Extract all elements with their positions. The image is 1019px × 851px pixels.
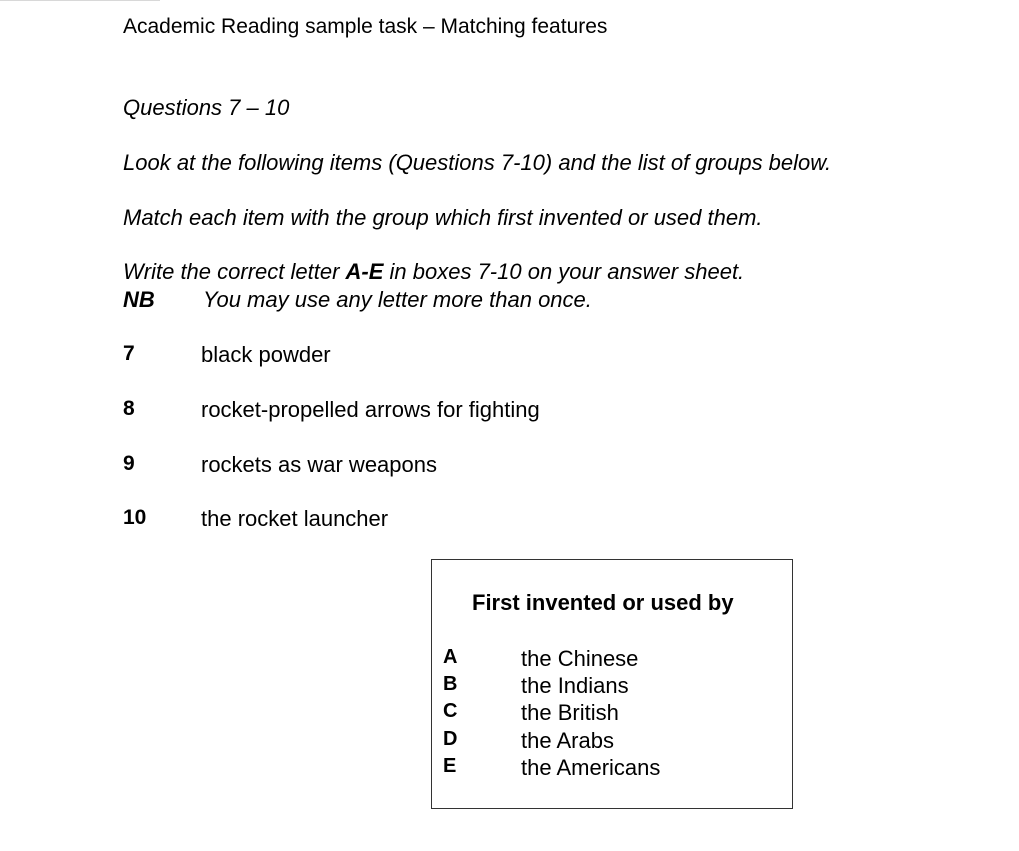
question-text: rockets as war weapons bbox=[201, 452, 437, 477]
question-text: black powder bbox=[201, 342, 331, 367]
group-name: the Americans bbox=[521, 755, 661, 780]
groups-box bbox=[431, 559, 793, 809]
question-number: 7 bbox=[123, 342, 135, 365]
nb-text: You may use any letter more than once. bbox=[203, 287, 592, 312]
group-name: the Indians bbox=[521, 673, 629, 698]
group-letter: C bbox=[443, 700, 458, 722]
question-item-7 bbox=[123, 342, 723, 372]
question-number: 9 bbox=[123, 452, 135, 475]
question-text: the rocket launcher bbox=[201, 506, 389, 531]
instruction-line-3-end: in boxes 7-10 on your answer sheet. bbox=[383, 259, 745, 284]
header-divider bbox=[0, 0, 160, 1]
question-item-9 bbox=[123, 452, 723, 482]
letter-range: A-E bbox=[345, 259, 384, 284]
instruction-line-2: Match each item with the group which first invented or used them. bbox=[123, 205, 763, 230]
group-option-b bbox=[432, 673, 792, 700]
group-name: the British bbox=[521, 700, 619, 725]
question-number: 8 bbox=[123, 397, 135, 420]
group-letter: E bbox=[443, 755, 457, 777]
group-option-c bbox=[432, 700, 792, 727]
question-item-8 bbox=[123, 397, 723, 427]
nb-label: NB bbox=[123, 287, 155, 312]
group-option-e bbox=[432, 755, 792, 782]
question-number: 10 bbox=[123, 506, 147, 529]
group-option-a bbox=[432, 646, 792, 673]
group-letter: A bbox=[443, 646, 458, 668]
instruction-line-1: Look at the following items (Questions 7-10) and the list of groups below. bbox=[123, 150, 832, 175]
groups-box-title: First invented or used by bbox=[472, 590, 734, 615]
instruction-line-3-start: Write the correct letter bbox=[123, 259, 346, 284]
question-text: rocket-propelled arrows for fighting bbox=[201, 397, 540, 422]
group-name: the Arabs bbox=[521, 728, 614, 753]
instruction-line-3 bbox=[123, 259, 744, 285]
group-letter: D bbox=[443, 728, 458, 750]
group-name: the Chinese bbox=[521, 646, 639, 671]
group-letter: B bbox=[443, 673, 458, 695]
questions-heading: Questions 7 – 10 bbox=[123, 95, 290, 120]
page-title: Academic Reading sample task – Matching features bbox=[123, 15, 608, 38]
group-option-d bbox=[432, 728, 792, 755]
question-item-10 bbox=[123, 506, 723, 536]
